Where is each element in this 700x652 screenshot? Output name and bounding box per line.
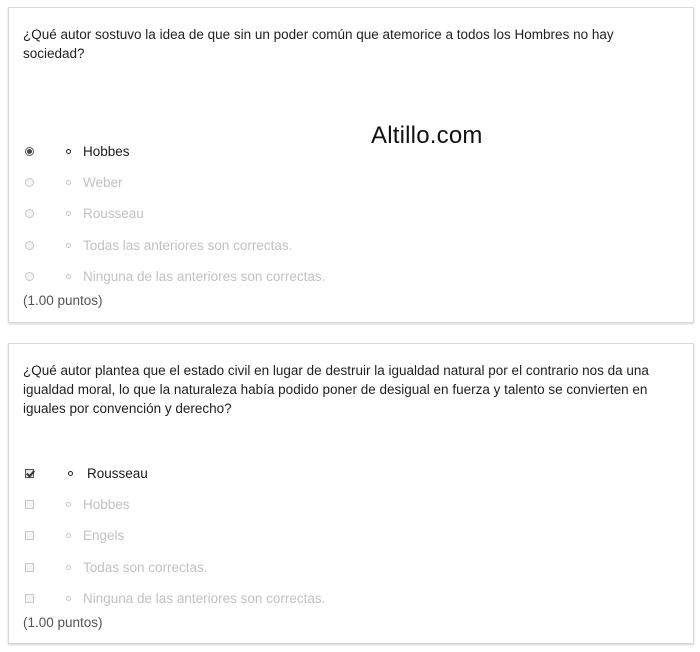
option-label: Todas son correctas. [83,559,208,575]
bullet-icon [66,596,71,601]
radio-icon[interactable] [25,272,34,281]
bullet-icon [66,502,71,507]
bullet-icon [66,533,71,538]
watermark: Altillo.com [371,122,483,149]
bullet-icon [66,565,71,570]
option-hobbes[interactable] [25,140,130,162]
option-label: Hobbes [83,496,130,512]
checkbox-icon[interactable] [25,594,34,603]
checkbox-icon[interactable] [25,531,34,540]
bullet-icon [66,211,71,216]
question-card-1 [8,7,694,323]
bullet-icon [66,149,71,154]
option-ninguna-correctas[interactable] [25,265,325,287]
option-label: Ninguna de las anteriores son correctas. [83,590,326,606]
checkbox-icon[interactable] [25,500,34,509]
option-label: Weber [83,174,123,190]
option-todas-correctas[interactable] [25,234,292,256]
radio-icon[interactable] [25,209,34,218]
option-hobbes[interactable] [25,493,130,515]
option-engels[interactable] [25,524,124,546]
option-rousseau[interactable] [25,462,148,484]
question-text: ¿Qué autor plantea que el estado civil en lugar de destruir la igualdad natural por el contrario nos da una igualdad moral, lo que la naturaleza había podido poner de desigual en fuerza y talento se convierten en iguales por convención y derecho? [23,363,649,416]
radio-selected-icon[interactable] [25,147,34,156]
option-todas-correctas[interactable] [25,556,208,578]
checkbox-checked-icon[interactable] [25,469,34,478]
points-label: (1.00 puntos) [23,293,103,308]
option-label: Engels [83,527,125,543]
radio-icon[interactable] [25,241,34,250]
bullet-icon [66,180,71,185]
question-text: ¿Qué autor sostuvo la idea de que sin un poder común que atemorice a todos los Hombres no hay sociedad? [23,27,614,61]
option-rousseau[interactable] [25,202,144,224]
bullet-icon [68,471,73,476]
option-label: Ninguna de las anteriores son correctas. [83,268,326,284]
question-card-2 [8,343,694,644]
option-label: Rousseau [87,465,148,481]
option-label: Todas las anteriores son correctas. [83,237,293,253]
option-label: Rousseau [83,205,144,221]
points-label: (1.00 puntos) [23,615,103,630]
option-weber[interactable] [25,171,123,193]
option-label: Hobbes [83,143,130,159]
checkbox-icon[interactable] [25,563,34,572]
bullet-icon [66,243,71,248]
bullet-icon [66,274,71,279]
option-ninguna-correctas[interactable] [25,587,325,609]
radio-icon[interactable] [25,178,34,187]
